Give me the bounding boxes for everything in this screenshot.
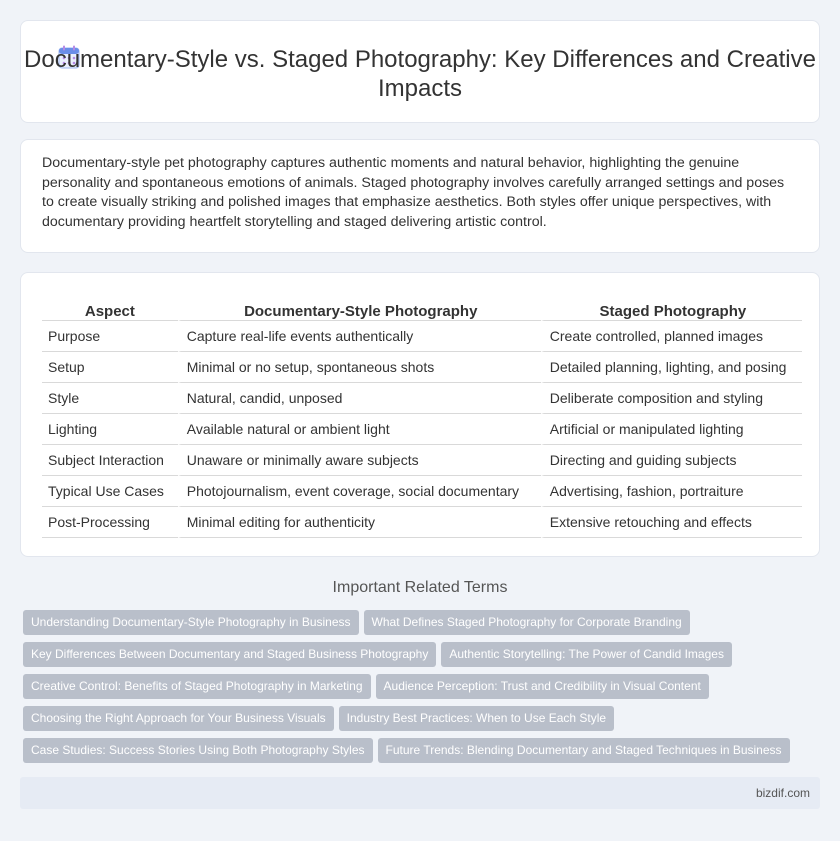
intro-card [20,139,820,253]
table-cell-documentary: Available natural or ambient light [178,414,541,445]
column-header-staged: Staged Photography [541,295,802,321]
table-cell-aspect: Setup [42,352,178,383]
table-cell-documentary: Unaware or minimally aware subjects [178,445,541,476]
intro-paragraph: Documentary-style pet photography captures authentic moments and natural behavior, highlighting the genuine personality and spontaneous emotions of animals. Staged photography involves carefully arranged settings and poses to create visually striking and polished images that emphasize aesthetics. Both styles offer unique perspectives, with documentary providing heartfelt storytelling and staged delivering artistic control. [42,155,785,230]
related-term-link[interactable]: Choosing the Right Approach for Your Business Visuals [23,706,334,731]
table-cell-aspect: Style [42,383,178,414]
table-row [42,476,802,507]
table-cell-aspect: Post-Processing [42,507,178,538]
related-term-link[interactable]: What Defines Staged Photography for Corporate Branding [364,610,690,635]
table-row [42,352,802,383]
table-row [42,321,802,352]
related-terms-list [23,610,823,770]
table-cell-documentary: Photojournalism, event coverage, social documentary [178,476,541,507]
related-term-link[interactable]: Future Trends: Blending Documentary and Staged Techniques in Business [378,738,790,763]
table-cell-aspect: Typical Use Cases [42,476,178,507]
table-cell-documentary: Minimal editing for authenticity [178,507,541,538]
related-term-link[interactable]: Industry Best Practices: When to Use Each Style [339,706,614,731]
header-card [20,20,820,123]
related-term-link[interactable]: Creative Control: Benefits of Staged Photography in Marketing [23,674,371,699]
table-cell-staged: Directing and guiding subjects [541,445,802,476]
related-term-link[interactable]: Authentic Storytelling: The Power of Candid Images [441,642,732,667]
column-header-aspect: Aspect [42,295,178,321]
page-title: Documentary-Style vs. Staged Photography: Key Differences and Creative Impacts [24,46,816,102]
related-term-link[interactable]: Key Differences Between Documentary and Staged Business Photography [23,642,436,667]
related-terms-title: Important Related Terms [332,579,508,596]
table-cell-aspect: Subject Interaction [42,445,178,476]
related-term-link[interactable]: Case Studies: Success Stories Using Both Photography Styles [23,738,373,763]
table-cell-staged: Deliberate composition and styling [541,383,802,414]
table-row [42,445,802,476]
table-cell-aspect: Purpose [42,321,178,352]
related-term-link[interactable]: Audience Perception: Trust and Credibility in Visual Content [376,674,709,699]
comparison-table [42,295,802,538]
table-cell-aspect: Lighting [42,414,178,445]
table-row [42,414,802,445]
table-row [42,383,802,414]
table-cell-documentary: Capture real-life events authentically [178,321,541,352]
table-cell-staged: Artificial or manipulated lighting [541,414,802,445]
comparison-table-card [20,272,820,557]
table-header-row [42,295,802,321]
table-cell-staged: Detailed planning, lighting, and posing [541,352,802,383]
footer-bar [20,777,820,809]
table-cell-documentary: Minimal or no setup, spontaneous shots [178,352,541,383]
table-cell-staged: Advertising, fashion, portraiture [541,476,802,507]
column-header-documentary: Documentary-Style Photography [178,295,541,321]
related-term-link[interactable]: Understanding Documentary-Style Photography in Business [23,610,359,635]
table-row [42,507,802,538]
table-cell-staged: Create controlled, planned images [541,321,802,352]
table-cell-staged: Extensive retouching and effects [541,507,802,538]
table-cell-documentary: Natural, candid, unposed [178,383,541,414]
footer-site-link[interactable]: bizdif.com [755,786,810,800]
